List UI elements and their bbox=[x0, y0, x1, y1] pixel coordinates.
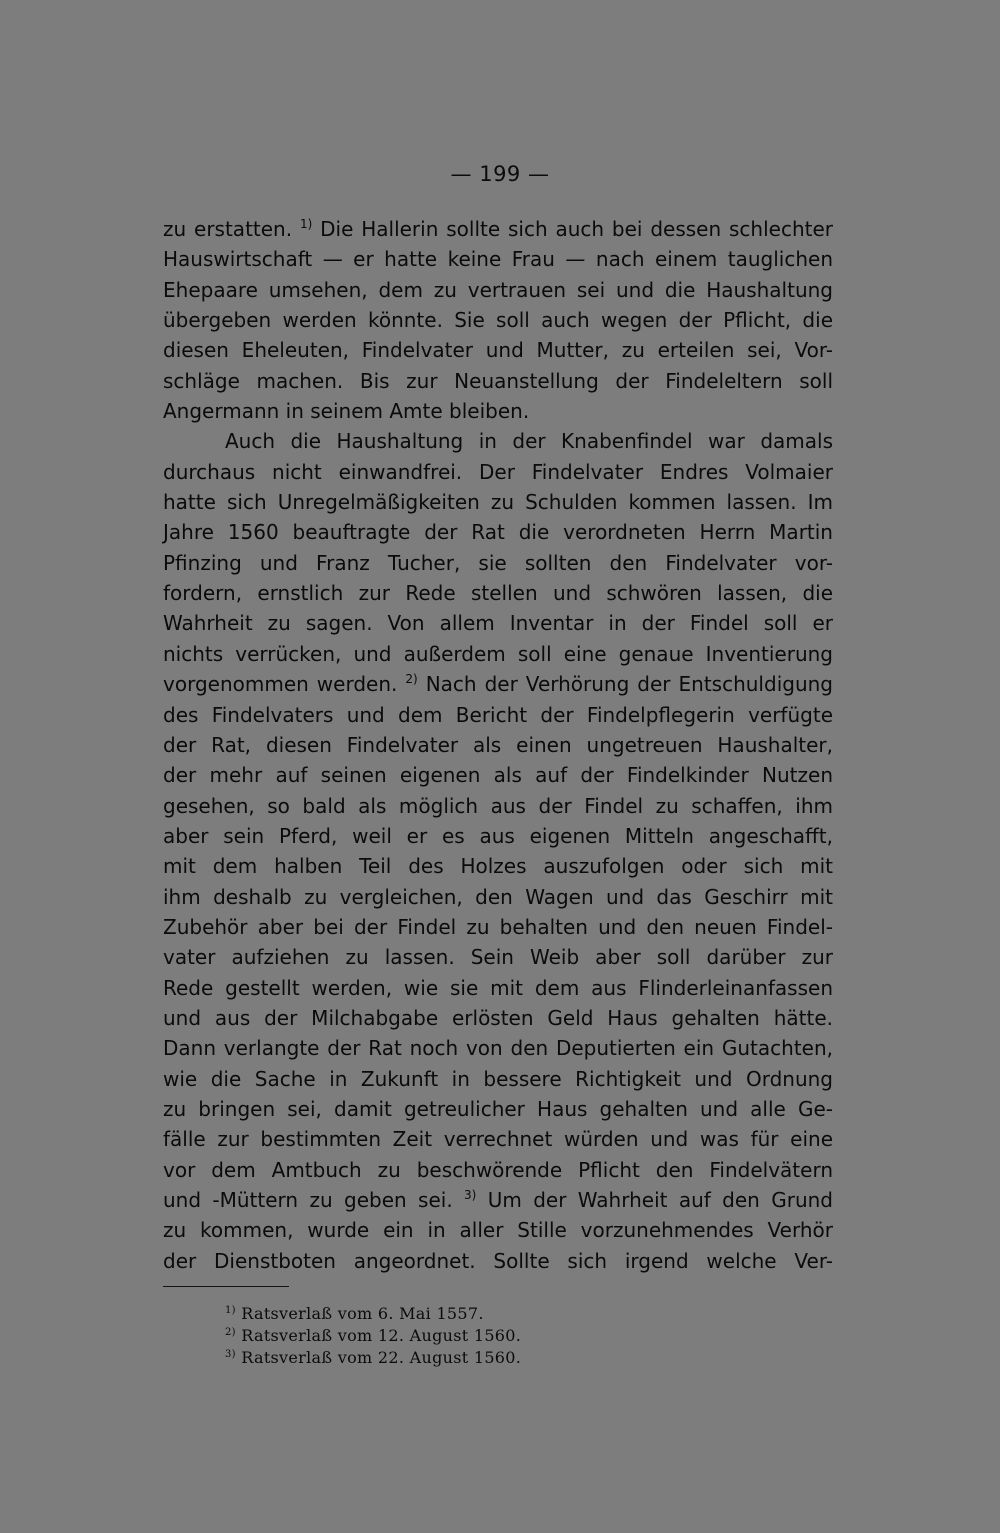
text-line: vorgenommen werden. $^{2)}$ Nach der Verhörung der Entschuldigung bbox=[163, 672, 833, 697]
text-line: fordern, ernstlich zur Rede stellen und schwören lassen, die bbox=[163, 581, 833, 606]
footnotes bbox=[225, 1303, 521, 1369]
text-line: Pfinzing und Franz Tucher, sie sollten den Findelvater vor- bbox=[163, 550, 833, 575]
text-line: und -Müttern zu geben sei. $^{3)}$ Um der Wahrheit auf den Grund bbox=[163, 1188, 833, 1212]
footnote-text: Ratsverlaß vom 22. August 1560. bbox=[241, 1348, 522, 1367]
text-line: der Rat, diesen Findelvater als einen ungetreuen Haushalter, bbox=[163, 732, 833, 757]
text-line: mit dem halben Teil des Holzes auszufolgen oder sich mit bbox=[163, 854, 833, 879]
text-line: nichts verrücken, und außerdem soll eine genaue Inventierung bbox=[163, 641, 833, 666]
text-line: der mehr auf seinen eigenen als auf der Findelkinder Nutzen bbox=[163, 763, 833, 788]
text-line: diesen Eheleuten, Findelvater und Mutter, zu erteilen sei, Vor- bbox=[163, 338, 833, 363]
footnote-mark: 3) bbox=[225, 1349, 236, 1360]
text-line: der Dienstboten angeordnet. Sollte sich irgend welche Ver- bbox=[163, 1248, 833, 1273]
footnote bbox=[225, 1325, 521, 1347]
text-line: aber sein Pferd, weil er es aus eigenen Mitteln angeschafft, bbox=[163, 823, 833, 848]
text-line: Wahrheit zu sagen. Von allem Inventar in der Findel soll er bbox=[163, 611, 833, 636]
footnote-divider bbox=[163, 1286, 289, 1287]
text-line: schläge machen. Bis zur Neuanstellung der Findeleltern soll bbox=[163, 368, 833, 393]
text-line: wie die Sache in Zukunft in bessere Richtigkeit und Ordnung bbox=[163, 1066, 833, 1091]
footnote-text: Ratsverlaß vom 12. August 1560. bbox=[241, 1326, 522, 1345]
text-line: Hauswirtschaft — er hatte keine Frau — nach einem tauglichen bbox=[163, 247, 833, 272]
footnote bbox=[225, 1347, 521, 1369]
text-line: übergeben werden könnte. Sie soll auch wegen der Pflicht, die bbox=[163, 308, 833, 333]
footnote-reference: 2) bbox=[405, 672, 418, 687]
text-line: Ehepaare umsehen, dem zu vertrauen sei und die Haushaltung bbox=[163, 277, 833, 302]
text-line: Dann verlangte der Rat noch von den Deputierten ein Gutachten, bbox=[163, 1036, 833, 1061]
text-line: fälle zur bestimmten Zeit verrechnet würden und was für eine bbox=[163, 1127, 833, 1152]
text-line: des Findelvaters und dem Bericht der Findelpflegerin verfügte bbox=[163, 702, 833, 727]
text-line: vor dem Amtbuch zu beschwörende Pflicht den Findelvätern bbox=[163, 1157, 833, 1182]
text-line: Jahre 1560 beauftragte der Rat die verordneten Herrn Martin bbox=[163, 520, 833, 545]
text-line: zu erstatten. $^{1)}$ Die Hallerin sollte sich auch bei dessen schlechter bbox=[163, 217, 833, 241]
text-line: Auch die Haushaltung in der Knabenfindel war damals bbox=[225, 429, 833, 454]
page-number: — 199 — bbox=[450, 162, 550, 186]
footnote bbox=[225, 1303, 521, 1325]
text-line: Angermann in seinem Amte bleiben. bbox=[163, 399, 530, 424]
text-line: zu bringen sei, damit getreulicher Haus gehalten und alle Ge- bbox=[163, 1096, 833, 1121]
text-line: und aus der Milchabgabe erlösten Geld Haus gehalten hätte. bbox=[163, 1005, 833, 1030]
text-line: hatte sich Unregelmäßigkeiten zu Schulden kommen lassen. Im bbox=[163, 490, 833, 515]
text-line: gesehen, so bald als möglich aus der Findel zu schaffen, ihm bbox=[163, 793, 833, 818]
footnote-mark: 1) bbox=[225, 1305, 236, 1316]
text-line: vater aufziehen zu lassen. Sein Weib aber soll darüber zur bbox=[163, 945, 833, 970]
footnote-text: Ratsverlaß vom 6. Mai 1557. bbox=[241, 1304, 484, 1323]
footnote-reference: 1) bbox=[299, 217, 313, 231]
body-text bbox=[163, 214, 833, 1276]
footnote-mark: 2) bbox=[225, 1327, 236, 1338]
footnote-reference: 3) bbox=[464, 1188, 477, 1202]
text-line: Rede gestellt werden, wie sie mit dem aus Flinderleinanfassen bbox=[163, 975, 833, 1000]
text-line: ihm deshalb zu vergleichen, den Wagen und das Geschirr mit bbox=[163, 884, 833, 909]
text-line: Zubehör aber bei der Findel zu behalten und den neuen Findel- bbox=[163, 914, 833, 939]
text-line: durchaus nicht einwandfrei. Der Findelvater Endres Volmaier bbox=[163, 459, 833, 484]
text-line: zu kommen, wurde ein in aller Stille vorzunehmendes Verhör bbox=[163, 1218, 833, 1243]
